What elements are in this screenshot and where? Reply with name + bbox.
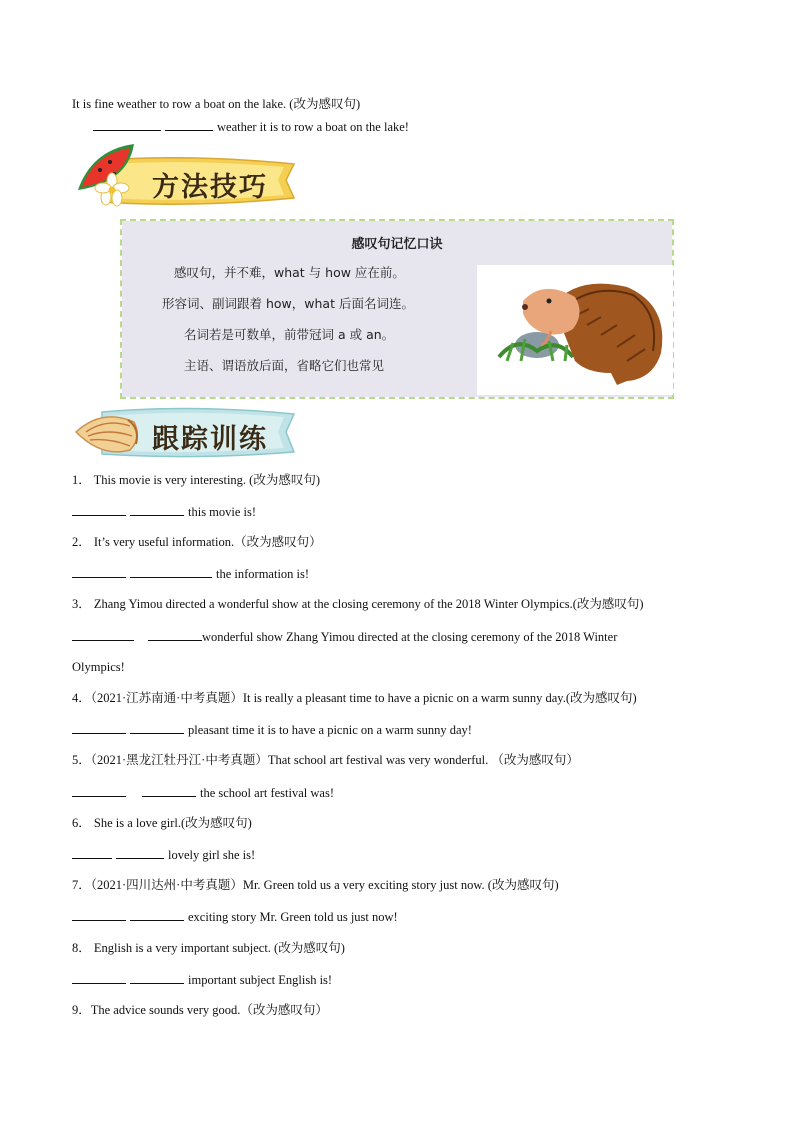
answer-blank[interactable] xyxy=(93,118,161,131)
practice-banner xyxy=(72,402,298,462)
exercise-question: 5．（2021·黑龙江牡丹江·中考真题）That school art festival was very wonderful. （改为感叹句） xyxy=(72,753,579,767)
exercise-answer: exciting story Mr. Green told us just now! xyxy=(72,908,398,925)
hedgehog-illustration xyxy=(477,265,673,395)
exercise-question: 7．（2021·四川达州·中考真题）Mr. Green told us a very exciting story just now. (改为感叹句) xyxy=(72,878,559,892)
answer-blank[interactable] xyxy=(72,503,126,516)
tips-line: 名词若是可数单，前带冠词 a 或 an。 xyxy=(184,327,395,342)
answer-blank[interactable] xyxy=(72,721,126,734)
tips-heading: 感叹句记忆口诀 xyxy=(351,237,443,252)
exercise-answer: important subject English is! xyxy=(72,971,332,988)
exercise-answer: wonderful show Zhang Yimou directed at the closing ceremony of the 2018 Winter xyxy=(72,628,617,645)
hedgehog-icon xyxy=(477,265,673,395)
method-banner xyxy=(72,150,298,210)
answer-blank[interactable] xyxy=(130,503,184,516)
answer-blank[interactable] xyxy=(130,565,212,578)
exercise-answer: the school art festival was! xyxy=(72,784,334,801)
exercise-question: 3． Zhang Yimou directed a wonderful show at the closing ceremony of the 2018 Winter Olympics.(改为感叹句) xyxy=(72,597,644,611)
tips-line: 形容词、副词跟着 how，what 后面名词连。 xyxy=(162,296,414,311)
exercise-answer: the information is! xyxy=(72,565,309,582)
exercise-answer: pleasant time it is to have a picnic on a warm sunny day! xyxy=(72,721,472,738)
answer-blank[interactable] xyxy=(72,628,134,641)
answer-blank[interactable] xyxy=(72,784,126,797)
answer-blank[interactable] xyxy=(130,908,184,921)
answer-blank[interactable] xyxy=(72,846,112,859)
exercise-answer-continued: Olympics! xyxy=(72,660,125,674)
answer-blank[interactable] xyxy=(116,846,164,859)
exercise-answer: this movie is! xyxy=(72,503,256,520)
answer-blank[interactable] xyxy=(165,118,213,131)
seashell-icon xyxy=(72,408,142,458)
answer-blank[interactable] xyxy=(72,908,126,921)
practice-banner-title: 跟踪训练 xyxy=(152,424,268,455)
answer-blank[interactable] xyxy=(148,628,202,641)
watermelon-icon xyxy=(72,140,142,210)
answer-blank[interactable] xyxy=(72,565,126,578)
tips-line: 感叹句，并不难，what 与 how 应在前。 xyxy=(174,265,405,280)
intro-answer xyxy=(93,118,409,135)
answer-blank[interactable] xyxy=(130,971,184,984)
tips-box-background xyxy=(122,221,672,397)
tips-box xyxy=(120,219,674,399)
exercise-question: 9．The advice sounds very good.（改为感叹句） xyxy=(72,1003,328,1017)
answer-blank[interactable] xyxy=(142,784,196,797)
exercise-question: 8． English is a very important subject. (改为感叹句) xyxy=(72,941,345,955)
exercise-answer: lovely girl she is! xyxy=(72,846,255,863)
method-banner-title: 方法技巧 xyxy=(152,172,268,203)
exercise-question: 4．（2021·江苏南通·中考真题）It is really a pleasant time to have a picnic on a warm sunny day.(改为感叹句) xyxy=(72,691,637,705)
intro-question: It is fine weather to row a boat on the lake. (改为感叹句) xyxy=(72,97,361,111)
exercise-question: 2． It’s very useful information.（改为感叹句） xyxy=(72,535,322,549)
answer-blank[interactable] xyxy=(130,721,184,734)
tips-line: 主语、谓语放后面，省略它们也常见 xyxy=(184,358,385,373)
answer-blank[interactable] xyxy=(72,971,126,984)
exercise-question: 6． She is a love girl.(改为感叹句) xyxy=(72,816,252,830)
exercise-question: 1． This movie is very interesting. (改为感叹句) xyxy=(72,473,321,487)
answer-text: weather it is to row a boat on the lake! xyxy=(217,120,409,134)
